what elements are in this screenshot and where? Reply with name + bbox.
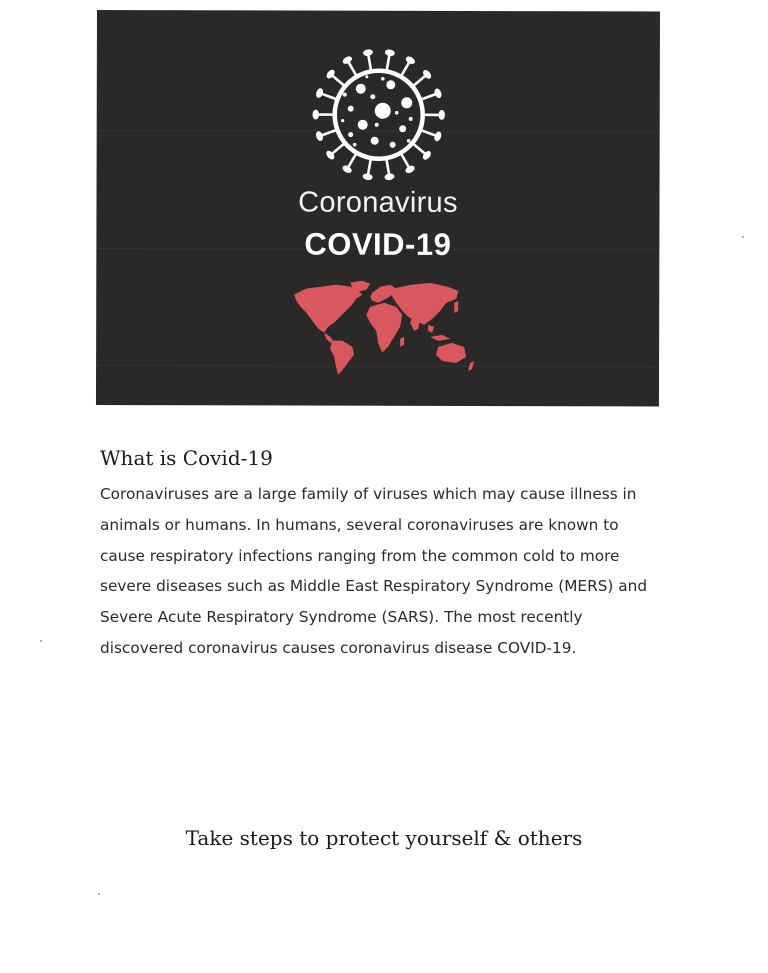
covid-description: Coronaviruses are a large family of viruses which may cause illness in animals or humans. In humans, several coronaviruses are known to cause respiratory infections ranging from the common cold to more severe diseases such as Middle East Respiratory Syndrome (MERS) and Severe Acute Respiratory Syndrome (SARS). The most recently discovered coronavirus causes coronavirus disease COVID-19.: [100, 485, 648, 657]
scan-speck: [742, 236, 744, 238]
scan-speck: [98, 893, 100, 895]
banner-subtitle: COVID-19: [304, 226, 452, 262]
virus-icon: [309, 45, 449, 185]
covid-banner: [96, 10, 660, 406]
banner-title: Coronavirus: [298, 186, 458, 219]
protect-heading: Take steps to protect yourself & others: [185, 826, 583, 850]
section-heading: What is Covid-19: [100, 446, 273, 470]
scan-speck: [40, 640, 42, 642]
world-map-icon: [292, 281, 477, 376]
